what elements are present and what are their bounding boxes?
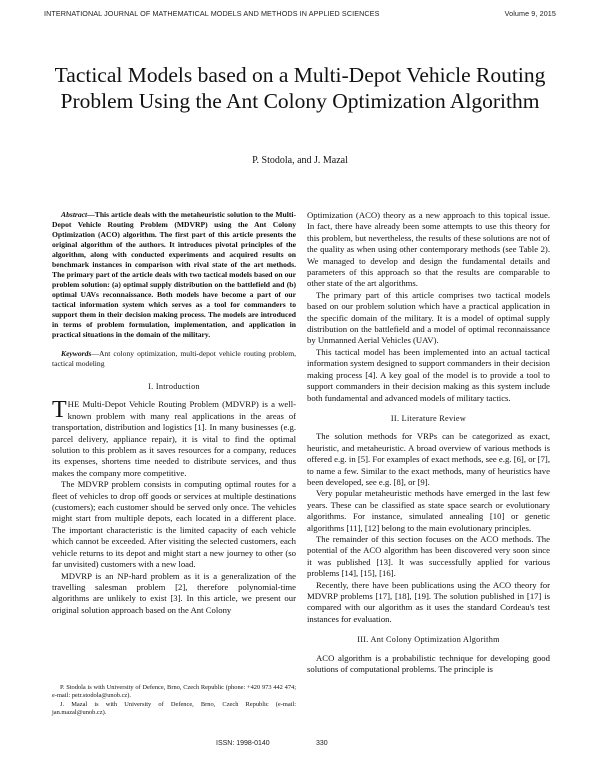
abstract-text: —This article deals with the metaheuristic solution to the Multi-Depot Vehicle Routing Problem (MDVRP) using the Ant Colony Optimization (ACO) algorithm. The first part of this article presents the original algorithm of the authors. It introduces pivotal principles of the algorithm, along with conducted experiments and acquired results on benchmark instances in comparison with rival state of the art methods. The primary part of the article deals with two tactical models based on our problem solution: (a) optimal supply distribution on the battlefield and (b) optimal UAVs reconnaissance. Both models have become a part of our tactical information system which serves as a tool for commanders to support them in their decision making process. The models are introduced in terms of problem formulation, implementation, and application in practical situations in the domain of the military.	[52, 210, 296, 339]
keywords-label: Keywords	[61, 349, 92, 358]
page-number: 330	[316, 740, 328, 747]
aco-paragraph-1: ACO algorithm is a probabilistic technique for developing good solutions of computational problems. The principle is	[307, 652, 550, 675]
literature-paragraph-4: Recently, there have been publications using the ACO theory for MDVRP problems [17], [18], [19]. The solution published in [17] is compared with our algorithm as it uses the standard Cordeau's test instances for evaluation.	[307, 579, 550, 624]
intro-paragraph-3: MDVRP is an NP-hard problem as it is a generalization of the travelling salesman problem [2], therefore polynomial-time algorithms are unlikely to exist [3]. In this article, we present our original solution approach based on the Ant Colony	[52, 570, 296, 615]
intro-paragraph-5: This tactical model has been implemented into an actual tactical information system designed to support commanders in their decision making process [4]. A key goal of the model is to provide a tool to support commanders in their decision making as this system include both fundamental and advanced models of military tactics.	[307, 346, 550, 403]
keywords	[52, 349, 296, 369]
section-heading-aco-algorithm: III. Ant Colony Optimization Algorithm	[357, 635, 500, 645]
footnote-mazal: J. Mazal is with University of Defence, Brno, Czech Republic (e-mail: jan.mazal@unob.cz).	[52, 700, 296, 717]
literature-paragraph-1: The solution methods for VRPs can be categorized as exact, heuristic, and metaheuristic. A broad overview of various methods is offered e.g. in [5]. For examples of exact methods, see e.g. [6], or [7], to name a few. Similar to the exact methods, many of heuristics have been developed, see e.g. [8], or [9].	[307, 431, 550, 487]
keywords-text: —Ant colony optimization, multi-depot vehicle routing problem, tactical modeling	[52, 349, 296, 368]
left-column	[52, 210, 296, 616]
abstract	[52, 210, 296, 340]
section-heading-literature-review: II. Literature Review	[390, 413, 467, 423]
journal-name: INTERNATIONAL JOURNAL OF MATHEMATICAL MODELS AND METHODS IN APPLIED SCIENCES	[44, 9, 380, 18]
volume-label: Volume 9, 2015	[504, 9, 556, 18]
paper-authors: P. Stodola, and J. Mazal	[252, 155, 348, 166]
section-heading-introduction: I. Introduction	[148, 382, 200, 391]
literature-paragraph-3: The remainder of this section focuses on the ACO methods. The potential of the ACO algorithm has been discovered very soon since it was published [13]. It was successfully applied for various problems [14], [15], [16].	[307, 533, 550, 579]
intro-paragraph-4: The primary part of this article comprises two tactical models based on our problem solution which have a practical application in the specific domain of the military. It is a model of optimal supply distribution on the battlefield and a model of optimal reconnaissance by Unmanned Aerial Vehicles (UAV).	[307, 289, 550, 346]
right-column	[307, 210, 550, 675]
abstract-label: Abstract	[61, 210, 88, 219]
issn-label: ISSN: 1998-0140	[216, 740, 270, 747]
intro-paragraph-2: The MDVRP problem consists in computing optimal routes for a fleet of vehicles to drop off goods or services at multiple destinations (customers); each customer should be served only once. The vehicles might start from multiple depots, each located in a different place. The important characteristic is the limited capacity of each vehicle which cannot be exceeded. After visiting the selected customers, each vehicle returns to its depot and might start a new journey to other (so far unvisited) customers with a new load.	[52, 479, 296, 570]
footnote-stodola: P. Stodola is with University of Defence, Brno, Czech Republic (phone: +420 973 442 474; e-mail: petr.stodola@unob.cz).	[52, 684, 296, 700]
intro-continued-paragraph: Optimization (ACO) theory as a new approach to this topical issue. In fact, there have already been some attempts to use this theory for this problem, but nevertheless, the results of these solutions are not of the quality as when using other contemporary methods (see Table 2). We managed to develop and design the fundamental details and parameters of this approach so that the results are comparable to other state of the art algorithms.	[307, 210, 550, 289]
literature-paragraph-2: Very popular metaheuristic methods have emerged in the last few years. These can be classified as state space search or evolutionary algorithms. For instance, simulated annealing [10] or genetic algorithms [11], [12] belong to the main evolutionary principles.	[307, 488, 550, 533]
author-footnotes	[52, 684, 296, 718]
paper-title: Tactical Models based on a Multi-Depot Vehicle Routing Problem Using the Ant Colony Optimization Algorithm	[54, 63, 546, 113]
intro-paragraph-1: THE Multi-Depot Vehicle Routing Problem (MDVRP) is a well-known problem with many real applications in the areas of transportation, distribution and logistics [1]. In many businesses (e.g. parcel delivery, appliance repair), it is vital to find the optimal solution to this problem as it saves resources for a company, reduces its expenses, shortens time needed to distribute services, and thus makes the company more competitive.	[52, 397, 296, 478]
